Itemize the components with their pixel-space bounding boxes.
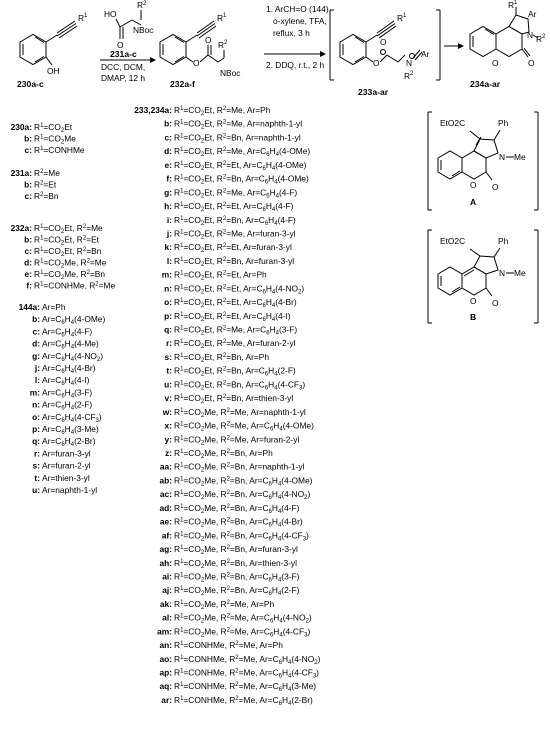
- r1-sup-233: 1: [403, 13, 407, 19]
- list-key: p:: [164, 310, 172, 321]
- list-value: $Ar=C_6H_4(3-Me)$: [42, 424, 99, 436]
- list-value: $Ar=C_6H_4(4-Me)$: [42, 338, 99, 351]
- list-value: $R^1=CO_2Et$, $R^2=Me$, $Ar=C_6H_4(4-F)$: [174, 187, 298, 200]
- r1-label: R: [78, 13, 85, 23]
- list-value: $R^1=CO_2Me$, $R^2=Bn$, $Ar=C_6H_4(4-F)$: [174, 502, 300, 515]
- list-key: l:: [166, 255, 172, 266]
- list-key: 231a:: [10, 168, 32, 178]
- list-value: Ar=naphth-1-yl: [42, 485, 98, 495]
- list-value: $R^1=CO_2Me$, $R^2=Bn$, $Ar=C_6H_4(4-NO_2)$: [174, 489, 311, 502]
- r2-sup-233: 2: [410, 71, 414, 77]
- list-key: ai:: [162, 571, 172, 582]
- list-value: $R^1=CO_2Et$: [34, 122, 73, 134]
- list-value: $R^1=CONHMe$: [34, 145, 85, 155]
- box-a-o-ring: O: [470, 180, 477, 190]
- list-value: $R^1=CO_2Et$, $R^2=Et$, $Ar=C_6H_4(4-NO_2)$: [174, 283, 305, 296]
- list-key: l:: [34, 375, 40, 386]
- box-b-ph: Ph: [498, 236, 509, 246]
- list-key: u:: [32, 485, 40, 495]
- list-key: 144a:: [18, 302, 40, 312]
- list-key: ar:: [161, 694, 172, 705]
- step2-l3: reflux, 3 h: [273, 28, 310, 38]
- step1-cond2: DMAP, 12 h: [101, 73, 146, 83]
- list-value: $R^2=Bn$: [34, 191, 59, 201]
- list-key: x:: [164, 420, 172, 431]
- compound-label-234: 234a-ar: [470, 79, 501, 89]
- list-value: $R^1=CO_2Et$, $R^2=Me$: [34, 223, 103, 235]
- reaction-arrow-1-head: [150, 57, 156, 63]
- list-key: 233,234a:: [134, 105, 172, 115]
- list-key: q:: [32, 436, 40, 447]
- list-key: u:: [164, 379, 172, 390]
- r2-label-234: R: [536, 34, 543, 44]
- list-value: $R^1=CO_2Me$, $R^2=Bn$, Ar=Ph: [174, 448, 273, 460]
- list-key: ag:: [159, 544, 172, 555]
- list-key: t:: [34, 472, 40, 483]
- list-key: t:: [166, 365, 172, 376]
- list-value: $R^1=CO_2Me$, $R^2=Me$, $Ar=C_6H_4(4-OMe)$: [174, 420, 314, 433]
- list-key: b:: [24, 234, 32, 245]
- list-value: $R^1=CO_2Me$, $R^2=Bn$, $Ar=C_6H_4(2-F)$: [174, 585, 300, 598]
- step2-l4: 2. DDQ, r.t., 2 h: [266, 60, 325, 70]
- list-value: $R^1=CONHMe$, $R^2=Me$, $Ar=C_6H_4(2-Br)$: [174, 694, 313, 707]
- list-value: $R^1=CO_2Me$, $R^2=Me$, Ar=furan-2-yl: [174, 434, 300, 447]
- o-ring-234: O: [492, 58, 499, 68]
- list-key: ah:: [159, 557, 172, 568]
- list-value: $R^1=CO_2Et$, $R^2=Bn$, $Ar=C_6H_4(2-F)$: [174, 365, 296, 378]
- list-key: m:: [29, 387, 40, 398]
- list-value: $Ar=C_6H_4(4-F)$: [42, 326, 93, 339]
- list-value: $Ar=C_6H_4(3-F)$: [42, 387, 93, 400]
- list-value: $R^1=CO_2Et$, $R^2=Bn$, Ar=furan-3-yl: [174, 255, 295, 268]
- list-value: $R^1=CO_2Et$, $R^2=Me$, Ar=furan-2-yl: [174, 338, 296, 351]
- ho-label: HO: [104, 9, 117, 19]
- o-label-232: O: [193, 58, 200, 68]
- ar-label-233: Ar: [421, 49, 430, 59]
- list-key: an:: [159, 640, 172, 651]
- list-key: c:: [32, 326, 40, 337]
- list-key: c:: [24, 191, 32, 201]
- list-key: j:: [166, 228, 172, 239]
- box-b-o-carbonyl: O: [492, 298, 499, 308]
- list-key: s:: [164, 351, 172, 362]
- step1-cond1: DCC, DCM,: [101, 62, 146, 72]
- box-b-ester: EtO2C: [440, 236, 466, 246]
- r2-label-233: R: [404, 71, 411, 81]
- box-a-label: A: [470, 197, 477, 207]
- list-key: k:: [164, 242, 172, 253]
- step2-l1: 1. ArCH=O (144),: [266, 4, 331, 14]
- list-value: $Ar=C_6H_4(4-Br)$: [42, 363, 96, 375]
- list-value: $R^1=CO_2Me$, $R^2=Me$, Ar=Ph: [174, 598, 275, 611]
- list-value: $R^1=CO_2Et$, $R^2=Me$, $Ar=C_6H_4(3-F)$: [174, 324, 298, 337]
- list-key: aq:: [159, 681, 172, 692]
- list-key: d:: [164, 146, 172, 157]
- o-label-233: O: [373, 58, 380, 68]
- r1-label-233: R: [397, 13, 404, 23]
- list-value: Ar=Ph: [42, 302, 66, 312]
- list-key: z:: [165, 448, 172, 458]
- list-value: $R^1=CO_2Et$, $R^2=Bn$, Ar=thien-3-yl: [174, 393, 294, 406]
- n-plus-label: N: [406, 58, 413, 68]
- list-value: $R^1=CONHMe$, $R^2=Me$, $Ar=C_6H_4(4-NO_2)$: [174, 653, 321, 666]
- list-key: q:: [164, 324, 172, 335]
- list-value: $R^1=CO_2Me$, $R^2=Bn$: [34, 269, 106, 281]
- list-value: $R^1=CO_2Me$, $R^2=Me$, $Ar=C_6H_4(4-CF_3)$: [174, 626, 311, 639]
- list-key: d:: [32, 338, 40, 349]
- compound-label-232: 232a-f: [170, 79, 195, 89]
- list-value: $R^1=CO_2Me$, $R^2=Bn$, $Ar=C_6H_4(4-Br)$: [174, 516, 303, 529]
- list-key: ae:: [159, 516, 172, 527]
- list-key: c:: [24, 246, 32, 256]
- list-value: $R^1=CO_2Me$, $R^2=Bn$, Ar=thien-3-yl: [174, 557, 297, 570]
- structure-232: [160, 13, 240, 89]
- list-value: $R^1=CO_2Me$, $R^2=Bn$, $Ar=C_6H_4(3-F)$: [174, 571, 300, 584]
- list-value: Ar=furan-2-yl: [42, 460, 91, 471]
- list-key: o:: [32, 411, 40, 422]
- list-value: $R^1=CO_2Me$, $R^2=Me$: [34, 257, 107, 270]
- list-value: $R^1=CO_2Me$, $R^2=Me$, $Ar=C_6H_4(4-NO_2)$: [174, 612, 312, 625]
- list-key: s:: [32, 460, 40, 471]
- list-value: $R^2=Me$: [34, 168, 60, 178]
- list-value: $R^1=CO_2Et$, $R^2=Me$, $Ar=C_6H_4(4-OMe)$: [174, 146, 311, 159]
- list-value: $R^1=CONHMe$, $R^2=Me$, $Ar=C_6H_4(3-Me)$: [174, 681, 317, 694]
- list-key: g:: [164, 187, 172, 198]
- r2-label: R: [137, 0, 144, 10]
- list-key: d:: [24, 257, 32, 268]
- list-key: ap:: [159, 667, 172, 678]
- r2-sup: 2: [143, 1, 147, 7]
- reagent-231: 231a-c: [110, 49, 137, 59]
- list-key: ak:: [159, 598, 172, 609]
- structure-234: [470, 0, 546, 89]
- list-value: $R^1=CO_2Et$, $R^2=Me$, Ar=furan-3-yl: [174, 228, 296, 241]
- list-key: af:: [161, 530, 172, 541]
- list-key: b:: [164, 118, 172, 129]
- list-key: y:: [164, 434, 172, 445]
- structure-231: [104, 0, 153, 50]
- structure-233: [330, 10, 440, 97]
- list-key: p:: [32, 424, 40, 434]
- list-key: b:: [24, 179, 32, 190]
- list-value: $R^1=CO_2Et$, $R^2=Me$, Ar=naphth-1-yl: [174, 118, 303, 131]
- compound-label-230: 230a-c: [17, 79, 44, 89]
- r1-label-232: R: [217, 13, 224, 23]
- list-key: aj:: [162, 585, 172, 596]
- list-value: $R^1=CO_2Et$, $R^2=Bn$: [34, 246, 102, 258]
- list-value: $R^1=CO_2Et$, $R^2=Et$, Ar=Ph: [174, 269, 267, 282]
- box-a-ph: Ph: [498, 118, 509, 128]
- list-value: $Ar=C_6H_4(4-NO_2)$: [42, 350, 104, 363]
- list-key: h:: [164, 201, 172, 212]
- list-key: r:: [33, 448, 40, 459]
- list-value: $R^1=CO_2Me$, $R^2=Bn$, $Ar=C_6H_4(4-CF_3)$: [174, 530, 309, 543]
- box-a-o-carbonyl: O: [492, 182, 499, 192]
- list-key: n:: [164, 283, 172, 294]
- list-key: n:: [32, 399, 40, 410]
- ar-label-234: Ar: [528, 9, 537, 19]
- list-value: Ar=furan-3-yl: [42, 448, 91, 459]
- list-value: Ar=thien-3-yl: [42, 472, 90, 483]
- list-value: $R^1=CO_2Et$, $R^2=Et$, $Ar=C_6H_4(4-I)$: [174, 310, 291, 323]
- list-key: w:: [162, 406, 172, 417]
- intermediate-box-b: [428, 230, 538, 323]
- list-key: v:: [164, 393, 172, 404]
- list-value: $R^1=CO_2Me$, $R^2=Bn$, Ar=furan-3-yl: [174, 544, 298, 557]
- list-value: $R^1=CO_2Et$, $R^2=Bn$, $Ar=C_6H_4(4-OMe)$: [174, 173, 309, 186]
- r1-sup-234: 1: [514, 0, 518, 6]
- list-key: 230a:: [10, 122, 32, 132]
- list-value: $R^1=CO_2Et$, $R^2=Me$, Ar=Ph: [174, 105, 271, 117]
- box-b-label: B: [470, 312, 477, 322]
- oh-label: OH: [47, 66, 60, 76]
- list-value: $R^1=CO_2Me$, $R^2=Bn$, $Ar=C_6H_4(4-OMe)$: [174, 475, 313, 488]
- list-key: e:: [164, 159, 172, 170]
- list-value: $R^2=Et$: [34, 179, 57, 190]
- list-key: i:: [166, 214, 172, 225]
- list-key: e:: [24, 269, 32, 279]
- list-233-234: [134, 105, 320, 707]
- box-a-me: Me: [514, 152, 526, 162]
- nboc-label-232: NBoc: [220, 68, 241, 78]
- list-key: b:: [32, 314, 40, 325]
- list-value: $Ar=C_6H_4(4-CF_3)$: [42, 411, 102, 424]
- list-key: 232a:: [10, 223, 32, 233]
- list-key: c:: [164, 132, 172, 143]
- list-key: ao:: [159, 653, 172, 664]
- o-label: O: [117, 40, 124, 50]
- list-value: $R^1=CO_2Et$, $R^2=Bn$, Ar=naphth-1-yl: [174, 132, 301, 145]
- list-value: $R^1=CO_2Et$, $R^2=Et$, $Ar=C_6H_4(4-OMe)$: [174, 159, 307, 172]
- structure-230: [17, 13, 88, 89]
- list-key: al:: [162, 612, 172, 623]
- list-key: j:: [34, 363, 40, 373]
- list-value: $R^1=CO_2Et$, $R^2=Bn$, $Ar=C_6H_4(4-CF_3)$: [174, 379, 306, 392]
- list-key: f:: [26, 280, 32, 291]
- nboc-label: NBoc: [133, 25, 154, 35]
- intermediate-box-a: [428, 112, 538, 210]
- list-value: $R^1=CONHMe$, $R^2=Me$, $Ar=C_6H_4(4-CF_3)$: [174, 667, 319, 680]
- list-231: [11, 168, 61, 201]
- list-key: r:: [165, 338, 172, 349]
- box-b-me: Me: [514, 268, 526, 278]
- list-value: $R^1=CONHMe$, $R^2=Me$, Ar=Ph: [174, 640, 283, 651]
- list-key: b:: [24, 133, 32, 144]
- compound-label-233: 233a-ar: [358, 87, 389, 97]
- list-value: $R^1=CO_2Me$, $R^2=Me$, Ar=naphth-1-yl: [174, 406, 306, 419]
- list-value: $Ar=C_6H_4(2-Br)$: [42, 436, 96, 449]
- r2-label-232: R: [218, 40, 225, 50]
- box-a-n: N: [499, 152, 506, 162]
- o2-label-232: O: [205, 35, 212, 45]
- list-value: $R^1=CO_2Et$, $R^2=Et$, $Ar=C_6H_4(4-F)$: [174, 201, 294, 214]
- r1-label-234: R: [508, 0, 515, 10]
- list-value: $Ar=C_6H_4(4-OMe)$: [42, 314, 106, 327]
- r2-sup-234: 2: [542, 34, 546, 40]
- r2-sup-232: 2: [224, 40, 228, 46]
- list-key: g:: [32, 350, 40, 361]
- reaction-arrow-2-head: [320, 51, 326, 57]
- list-key: ab:: [159, 475, 172, 486]
- r1-sup-232: 1: [223, 13, 227, 19]
- o-carbonyl-234: O: [528, 58, 535, 68]
- list-key: aa:: [159, 461, 172, 472]
- list-230: [11, 122, 85, 155]
- list-key: m:: [161, 269, 172, 280]
- list-value: $R^1=CO_2Me$: [34, 133, 76, 146]
- list-key: o:: [164, 297, 172, 308]
- list-key: ad:: [159, 502, 172, 513]
- list-key: am:: [157, 626, 172, 637]
- list-value: $R^1=CO_2Et$, $R^2=Et$, Ar=furan-3-yl: [174, 242, 292, 255]
- box-a-ester: EtO2C: [440, 118, 466, 128]
- list-value: $R^1=CONHMe$, $R^2=Me$: [34, 280, 116, 291]
- list-144: [19, 302, 106, 495]
- list-value: $Ar=C_6H_4(2-F)$: [42, 399, 93, 412]
- list-232: [11, 223, 116, 291]
- list-value: $R^1=CO_2Et$, $R^2=Bn$, $Ar=C_6H_4(4-F)$: [174, 214, 296, 227]
- list-value: $R^1=CO_2Me$, $R^2=Bn$, Ar=naphth-1-yl: [174, 461, 305, 474]
- list-value: $R^1=CO_2Et$, $R^2=Et$, $Ar=C_6H_4(4-Br)$: [174, 297, 297, 310]
- box-b-n: N: [499, 268, 506, 278]
- list-value: $Ar=C_6H_4(4-I)$: [42, 375, 90, 388]
- o-minus-label: O: [380, 37, 387, 47]
- r1-sup: 1: [84, 13, 88, 19]
- list-key: c:: [24, 145, 32, 155]
- list-value: $R^1=CO_2Et$, $R^2=Et$: [34, 234, 99, 247]
- list-key: ac:: [159, 489, 172, 500]
- list-key: f:: [166, 173, 172, 184]
- reaction-arrow-3-head: [458, 43, 464, 49]
- box-b-o-ring: O: [470, 296, 477, 306]
- step2-l2: o-xylene, TFA,: [273, 16, 327, 26]
- n-label-234: N: [527, 30, 534, 40]
- list-value: $R^1=CO_2Et$, $R^2=Bn$, Ar=Ph: [174, 351, 270, 364]
